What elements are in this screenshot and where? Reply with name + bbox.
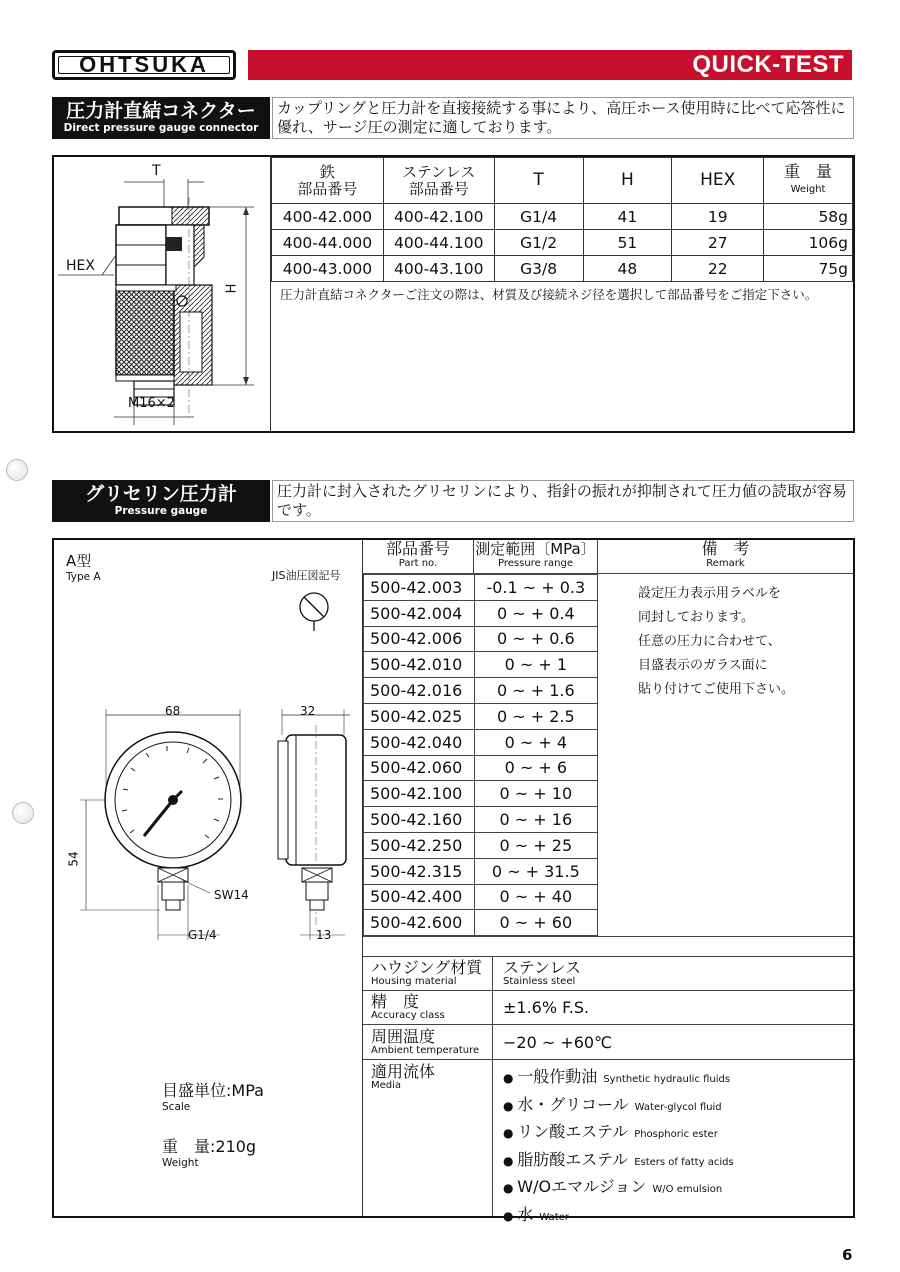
dim-13: 13: [316, 928, 332, 942]
section1-title: [52, 97, 270, 139]
dim-32: 32: [300, 704, 316, 718]
order-note: 圧力計直結コネクターご注文の際は、材質及び接続ネジ径を選択して部品番号をご指定下さい。: [280, 287, 818, 302]
part-number-cell: 500-42.004: [364, 600, 475, 626]
media-item: ● 水 Water: [503, 1204, 569, 1224]
table-row: [364, 729, 598, 755]
bullet-icon: ●: [503, 1153, 518, 1168]
table-row: [364, 755, 598, 781]
table-row: 400-43.000 400-43.100 G3/8 48 22 75g: [272, 256, 853, 282]
dim-hex-label: HEX: [66, 258, 95, 274]
section2-title: [52, 480, 270, 522]
media-item: ● 脂肪酸エステル Esters of fatty acids: [503, 1149, 734, 1169]
media-item: ● 一般作動油 Synthetic hydraulic fluids: [503, 1067, 731, 1086]
pressure-range-cell: 0 ~ + 60: [474, 910, 597, 936]
pressure-range-cell: -0.1 ~ + 0.3: [474, 575, 597, 601]
section1-description: カップリングと圧力計を直接接続する事により、高圧ホース使用時に比べて応答性に優れ、サージ圧の測定に適しております。: [272, 97, 854, 139]
series-banner: [248, 50, 852, 80]
jis-label: JIS油圧図記号: [272, 569, 341, 582]
table-row: [364, 678, 598, 704]
col-part-no: 部品番号 Part no.: [363, 540, 474, 574]
pressure-range-cell: 0 ~ + 10: [474, 781, 597, 807]
dim-68: 68: [165, 704, 181, 718]
section2-title-en: Pressure gauge: [114, 505, 208, 517]
col-h: H: [583, 158, 672, 204]
bullet-icon: ●: [503, 1181, 518, 1195]
spec-temperature: 周囲温度 Ambient temperature −20 ~ +60℃: [363, 1025, 853, 1060]
section1-title-jp: 圧力計直結コネクター: [66, 100, 256, 122]
part-number-cell: 500-42.250: [364, 832, 475, 858]
media-item: ● リン酸エステル Phosphoric ester: [503, 1122, 718, 1141]
pressure-range-cell: 0 ~ + 1: [474, 652, 597, 678]
col-stainless-part: ステンレス 部品番号: [383, 158, 494, 204]
spec-media: 適用流体 Media ● 一般作動油 Synthetic hydraulic fluids ● 水・グリコール Water-glycol fluid ● リン酸エステル Phosphoric ester ● 脂肪酸エステル Esters of fatty acids ● W/Oエマルジョン W/O emulsion ● 水 Water: [363, 1060, 853, 1216]
pressure-range-cell: 0 ~ + 6: [474, 755, 597, 781]
section1-title-en: Direct pressure gauge connector: [63, 122, 259, 134]
connector-drawing: [54, 157, 268, 431]
part-number-cell: 500-42.060: [364, 755, 475, 781]
scale-label: 目盛単位:MPa Scale: [162, 1081, 264, 1113]
bullet-icon: ●: [503, 1071, 518, 1085]
page-number: 6: [842, 1246, 853, 1264]
bullet-icon: ●: [503, 1208, 518, 1223]
part-number-cell: 500-42.040: [364, 729, 475, 755]
spec-accuracy: 精 度 Accuracy class ±1.6% F.S.: [363, 991, 853, 1025]
spec-housing: ハウジング材質 Housing material ステンレス Stainless steel: [363, 956, 853, 991]
type-label: A型 Type A: [66, 552, 101, 583]
part-number-cell: 500-42.010: [364, 652, 475, 678]
bullet-icon: ●: [503, 1126, 518, 1140]
pressure-range-cell: 0 ~ + 31.5: [474, 858, 597, 884]
table-row: [364, 652, 598, 678]
gauge-drawing: [60, 585, 360, 955]
col-range: 測定範囲〔MPa〕 Pressure range: [474, 540, 598, 574]
section2-title-jp: グリセリン圧力計: [85, 483, 237, 505]
media-item: ● W/Oエマルジョン W/O emulsion: [503, 1177, 723, 1196]
binder-hole-top: [6, 459, 28, 481]
pressure-range-cell: 0 ~ + 40: [474, 884, 597, 910]
dim-h-label: H: [224, 283, 240, 294]
table-row: 400-42.000 400-42.100 G1/4 41 19 58g: [272, 204, 853, 230]
table-row: [364, 832, 598, 858]
media-item: ● 水・グリコール Water-glycol fluid: [503, 1094, 722, 1114]
part-number-cell: 500-42.016: [364, 678, 475, 704]
connector-spec-table: [271, 157, 853, 282]
parts-table: [363, 574, 598, 936]
part-number-cell: 500-42.160: [364, 807, 475, 833]
part-number-cell: 500-42.315: [364, 858, 475, 884]
pressure-range-cell: 0 ~ + 0.6: [474, 626, 597, 652]
table-header-row: [272, 158, 853, 204]
part-number-cell: 500-42.400: [364, 884, 475, 910]
remark-text: 設定圧力表示用ラベルを 同封しております。 任意の圧力に合わせて、 目盛表示のガラス面に 貼り付けてご使用下さい。: [638, 586, 795, 697]
pressure-range-cell: 0 ~ + 4: [474, 729, 597, 755]
part-number-cell: 500-42.600: [364, 910, 475, 936]
table-row: [364, 858, 598, 884]
pressure-range-cell: 0 ~ + 1.6: [474, 678, 597, 704]
dim-t-label: T: [152, 163, 161, 179]
table-row: [364, 910, 598, 936]
weight-label: 重 量:210g Weight: [162, 1137, 257, 1169]
binder-hole-bottom: [12, 802, 34, 824]
table-row: [364, 575, 598, 601]
table-row: [364, 626, 598, 652]
table-row: [364, 807, 598, 833]
dim-thread-label: M16×2: [128, 396, 175, 411]
col-t: T: [494, 158, 583, 204]
table-row: [364, 884, 598, 910]
bullet-icon: ●: [503, 1098, 518, 1113]
part-number-cell: 500-42.100: [364, 781, 475, 807]
dim-54: 54: [66, 851, 81, 867]
dim-sw14: SW14: [214, 888, 249, 902]
section2-description: 圧力計に封入されたグリセリンにより、指針の振れが抑制されて圧力値の読取が容易です。: [272, 480, 854, 522]
series-title: QUICK-TEST: [692, 51, 844, 78]
col-weight: 重 量 Weight: [764, 158, 853, 204]
brand-logo: [52, 50, 236, 80]
part-number-cell: 500-42.003: [364, 575, 475, 601]
pressure-range-cell: 0 ~ + 2.5: [474, 703, 597, 729]
pressure-range-cell: 0 ~ + 0.4: [474, 600, 597, 626]
part-number-cell: 500-42.025: [364, 703, 475, 729]
brand-logo-text: OHTSUKA: [79, 52, 209, 77]
table-row: [364, 781, 598, 807]
table-row: [364, 703, 598, 729]
dim-g14: G1/4: [188, 928, 217, 942]
col-iron-part: 鉄 部品番号: [272, 158, 384, 204]
part-number-cell: 500-42.006: [364, 626, 475, 652]
table-row: [364, 600, 598, 626]
col-remark: 備 考 Remark: [701, 539, 750, 569]
pressure-range-cell: 0 ~ + 25: [474, 832, 597, 858]
col-hex: HEX: [672, 158, 764, 204]
parts-table-header: [363, 540, 853, 574]
table-row: 400-44.000 400-44.100 G1/2 51 27 106g: [272, 230, 853, 256]
pressure-range-cell: 0 ~ + 16: [474, 807, 597, 833]
